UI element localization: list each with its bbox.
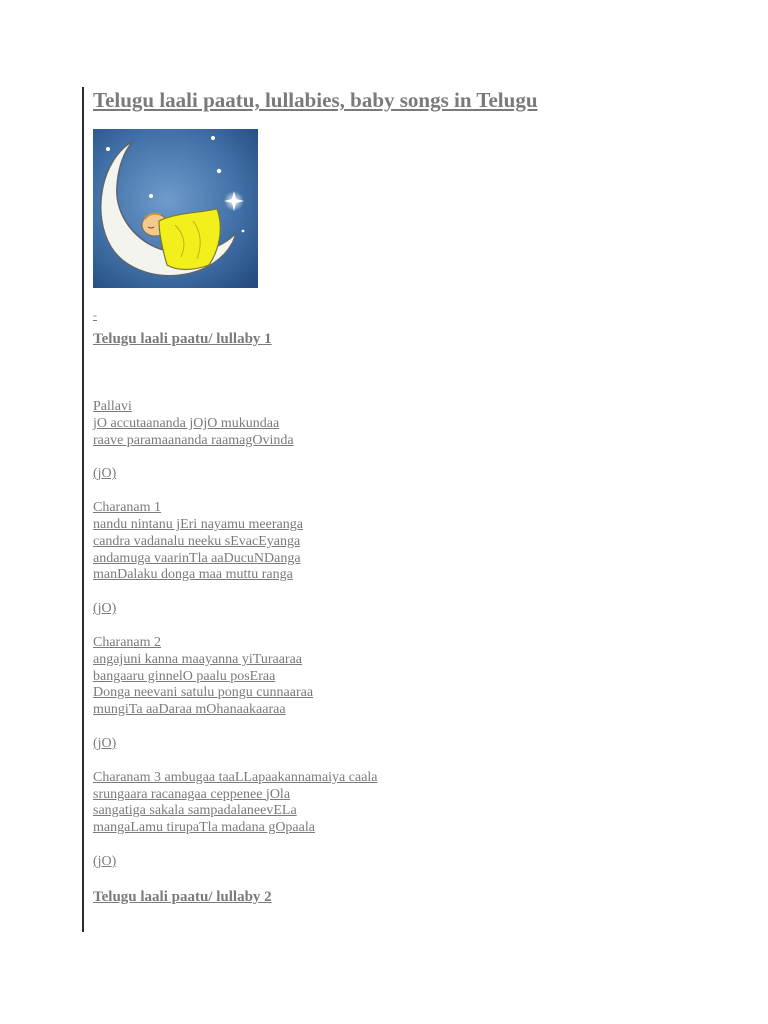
stanza-charanam-3 bbox=[93, 770, 733, 837]
lyric-line[interactable]: (jO) bbox=[93, 853, 117, 869]
lyric-line[interactable]: Charanam 2 bbox=[93, 634, 162, 650]
left-margin-rule bbox=[82, 87, 84, 932]
song-heading-1[interactable]: Telugu laali paatu/ lullaby 1 bbox=[93, 331, 272, 347]
lyric-line[interactable]: (jO) bbox=[93, 466, 117, 482]
lyric-line[interactable]: Charanam 1 bbox=[93, 500, 162, 516]
moon-baby-illustration bbox=[93, 129, 258, 288]
star-icon bbox=[106, 147, 110, 151]
lyric-line[interactable]: bangaaru ginnelO paalu posEraa bbox=[93, 668, 276, 684]
star-icon bbox=[149, 194, 153, 198]
lyric-line[interactable]: candra vadanalu neeku sEvacEyanga bbox=[93, 533, 301, 549]
lyric-line[interactable]: srungaara racanagaa ceppenee jOla bbox=[93, 786, 291, 802]
lyric-line[interactable]: angajuni kanna maayanna yiTuraaraa bbox=[93, 651, 303, 667]
stanza-refrain bbox=[93, 854, 733, 871]
star-icon bbox=[242, 230, 245, 233]
lyric-line[interactable]: Charanam 3 ambugaa taaLLapaakannamaiya caala bbox=[93, 769, 378, 785]
song-1-lyrics bbox=[93, 399, 733, 871]
star-icon bbox=[211, 136, 215, 140]
separator-dash: - bbox=[93, 308, 97, 322]
stanza-refrain bbox=[93, 466, 733, 483]
stanza-refrain bbox=[93, 736, 733, 753]
page-title[interactable]: Telugu laali paatu, lullabies, baby songs in Telugu bbox=[93, 88, 538, 112]
star-icon bbox=[217, 169, 221, 173]
lyric-line[interactable]: mungiTa aaDaraa mOhanaakaaraa bbox=[93, 702, 286, 718]
stanza-refrain bbox=[93, 601, 733, 618]
lyric-line[interactable]: raave paramaananda raamagOvinda bbox=[93, 432, 294, 448]
lyric-line[interactable]: (jO) bbox=[93, 735, 117, 751]
stanza-pallavi bbox=[93, 399, 733, 449]
stanza-charanam-2 bbox=[93, 635, 733, 719]
yellow-blanket bbox=[159, 209, 220, 270]
lyric-line[interactable]: nandu nintanu jEri nayamu meeranga bbox=[93, 516, 303, 532]
lyric-line[interactable]: manDalaku donga maa muttu ranga bbox=[93, 567, 293, 583]
lyric-line[interactable]: andamuga vaarinTla aaDucuNDanga bbox=[93, 550, 301, 566]
lyric-line[interactable]: (jO) bbox=[93, 601, 117, 617]
document-content bbox=[93, 86, 733, 906]
stanza-charanam-1 bbox=[93, 500, 733, 584]
lyric-line[interactable]: Pallavi bbox=[93, 399, 132, 414]
lyric-line[interactable]: mangaLamu tirupaTla madana gOpaala bbox=[93, 820, 315, 836]
lyric-line[interactable]: sangatiga sakala sampadalaneevELa bbox=[93, 803, 297, 819]
song-heading-2[interactable]: Telugu laali paatu/ lullaby 2 bbox=[93, 888, 272, 905]
lyric-line[interactable]: Donga neevani satulu pongu cunnaaraa bbox=[93, 685, 314, 701]
lyric-line[interactable]: jO accutaananda jOjO mukundaa bbox=[93, 415, 280, 431]
